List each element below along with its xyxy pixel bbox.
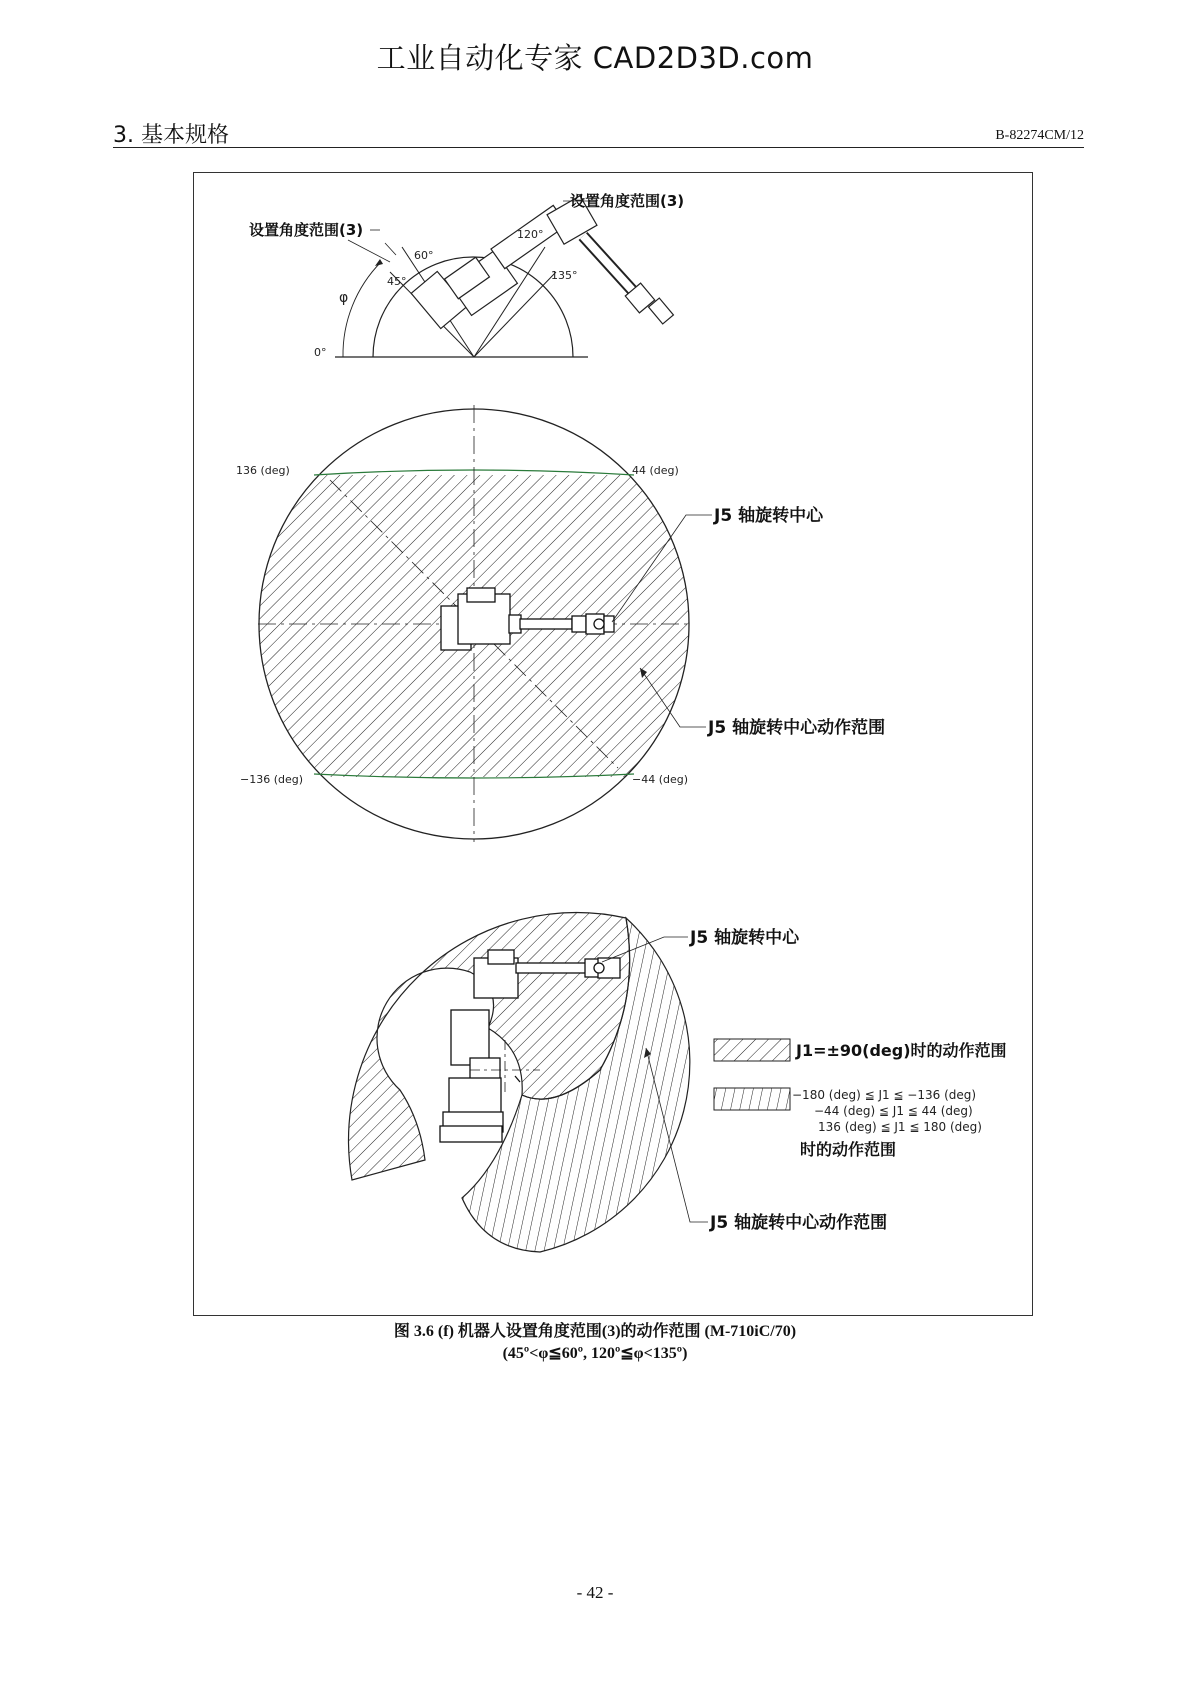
setting-range-label-left: 设置角度范围(3) — [249, 221, 364, 239]
figure-caption-line1: 图 3.6 (f) 机器人设置角度范围(3)的动作范围 (M-710iC/70) — [393, 1323, 797, 1340]
legend-item1: J1=±90(deg)时的动作范围 — [796, 1041, 1007, 1060]
watermark: 工业自动化专家 CAD2D3D.com — [376, 41, 814, 75]
legend-range-line1: −180 (deg) ≦ J1 ≦ −136 (deg) — [792, 1088, 977, 1102]
j5-center-label-2: J5 轴旋转中心 — [690, 928, 800, 948]
angle-135-label: 135° — [551, 269, 578, 282]
angle-120-label: 120° — [517, 228, 544, 241]
angle-neg-136-label: −136 (deg) — [240, 773, 304, 786]
legend-range-line2: −44 (deg) ≦ J1 ≦ 44 (deg) — [814, 1104, 973, 1118]
setting-range-label-right: 设置角度范围(3) — [570, 192, 685, 210]
j5-range-label-2: J5 轴旋转中心动作范围 — [710, 1213, 888, 1233]
j5-range-label: J5 轴旋转中心动作范围 — [708, 718, 886, 738]
legend-item2-suffix: 时的动作范围 — [800, 1140, 897, 1159]
angle-0-label: 0° — [314, 346, 327, 359]
phi-arc — [343, 262, 381, 357]
middle-diagram — [236, 405, 885, 842]
robot-top-drawing — [411, 196, 673, 329]
bottom-diagram — [349, 913, 1007, 1252]
figure-caption-line2: (45º<φ≦60º, 120º≦φ<135º) — [502, 1345, 688, 1362]
phi-arc-arrow — [375, 259, 383, 266]
legend-swatch-dense — [714, 1039, 790, 1061]
j5-center-label: J5 轴旋转中心 — [714, 506, 824, 526]
angle-44-label: 44 (deg) — [632, 464, 679, 477]
phi-label: φ — [339, 290, 349, 306]
document-number: B-82274CM/12 — [995, 128, 1084, 143]
angle-neg-44-label: −44 (deg) — [632, 773, 689, 786]
legend-swatch-sparse — [714, 1088, 790, 1110]
angle-60-label: 60° — [414, 249, 434, 262]
angle-45-label: 45° — [387, 275, 407, 288]
top-diagram — [249, 192, 684, 359]
page-number: - 42 - — [576, 1583, 614, 1602]
angle-136-label: 136 (deg) — [236, 464, 290, 477]
section-title: 3. 基本规格 — [113, 123, 229, 148]
legend-range-line3: 136 (deg) ≦ J1 ≦ 180 (deg) — [818, 1120, 982, 1134]
